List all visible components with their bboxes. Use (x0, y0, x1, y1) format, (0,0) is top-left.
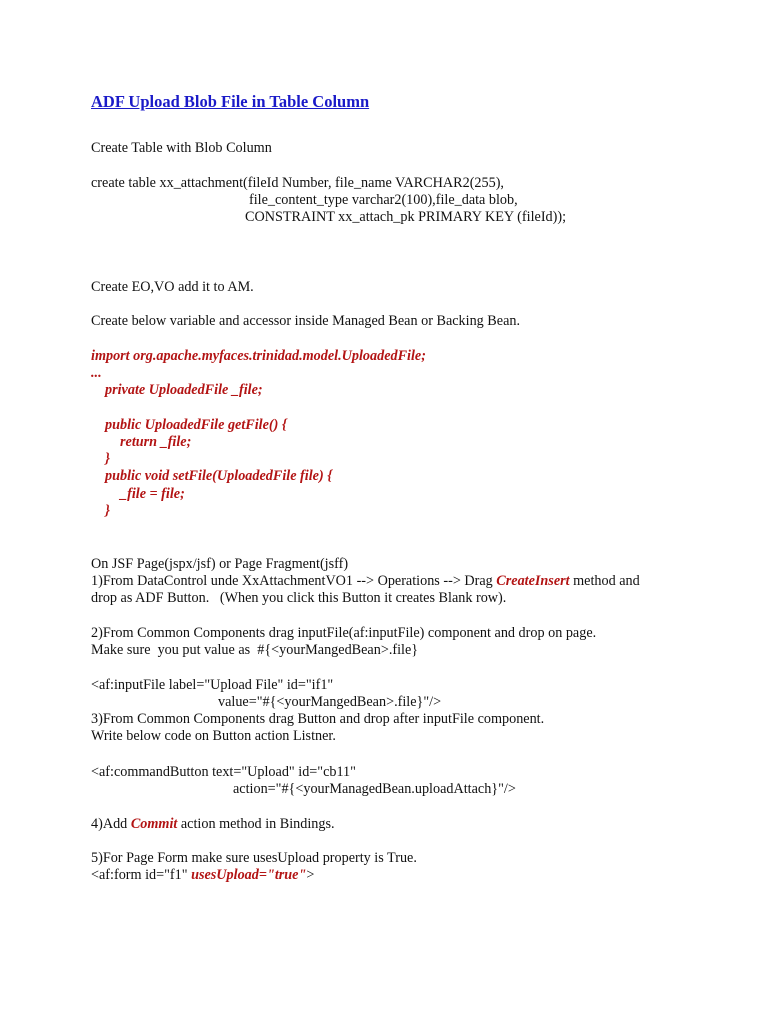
sql-line-2: file_content_type varchar2(100),file_data blob, (249, 192, 518, 208)
step-2-line-2: Make sure you put value as #{<yourMangedBean>.file} (91, 642, 419, 658)
form-post: > (306, 867, 315, 883)
java-ellipsis-line: ... (91, 365, 102, 381)
form-emph: usesUpload="true" (191, 867, 307, 883)
form-pre: <af:form id="f1" (91, 867, 192, 883)
java-assign-line: _file = file; (120, 486, 185, 502)
button-line-2: action="#{<yourManagedBean.uploadAttach}"/> (233, 781, 516, 797)
intro-text: Create Table with Blob Column (91, 140, 272, 156)
button-line-1: <af:commandButton text="Upload" id="cb11" (91, 764, 356, 780)
jsf-intro-text: On JSF Page(jspx/jsf) or Page Fragment(jsff) (91, 556, 349, 572)
step-1-emph: CreateInsert (496, 573, 570, 589)
sql-line-3: CONSTRAINT xx_attach_pk PRIMARY KEY (fileId)); (245, 209, 567, 225)
step-5-line-1: 5)For Page Form make sure usesUpload property is True. (91, 850, 417, 866)
java-import-line: import org.apache.myfaces.trinidad.model.UploadedFile; (91, 348, 426, 364)
step-4-line (91, 816, 335, 833)
step-1-line-1 (91, 573, 640, 590)
step-2-line-1: 2)From Common Components drag inputFile(af:inputFile) component and drop on page. (91, 625, 597, 641)
step-4-emph: Commit (130, 816, 178, 832)
java-getter-close-line: } (105, 451, 110, 467)
step-1-line-2: drop as ADF Button. (When you click this Button it creates Blank row). (91, 590, 507, 606)
java-field-line: private UploadedFile _file; (105, 382, 263, 398)
java-setter-line: public void setFile(UploadedFile file) { (105, 468, 333, 484)
step-1-pre: 1)From DataControl unde XxAttachmentVO1 --> Operations --> Drag (91, 573, 497, 589)
inputfile-line-2: value="#{<yourMangedBean>.file}"/> (218, 694, 442, 710)
form-line (91, 867, 314, 884)
java-setter-close-line: } (105, 503, 110, 519)
step-3-line-1: 3)From Common Components drag Button and drop after inputFile component. (91, 711, 545, 727)
bean-intro-text: Create below variable and accessor inside Managed Bean or Backing Bean. (91, 313, 521, 329)
java-getter-line: public UploadedFile getFile() { (105, 417, 287, 433)
step-1-post: method and (569, 573, 640, 589)
sql-line-1: create table xx_attachment(fileId Number, file_name VARCHAR2(255), (91, 175, 504, 191)
document-title[interactable]: ADF Upload Blob File in Table Column (91, 92, 370, 111)
step-3-line-2: Write below code on Button action Listner. (91, 728, 336, 744)
step-4-pre: 4)Add (91, 816, 131, 832)
java-return-line: return _file; (120, 434, 192, 450)
step-4-post: action method in Bindings. (177, 816, 335, 832)
eo-vo-text: Create EO,VO add it to AM. (91, 279, 254, 295)
inputfile-line-1: <af:inputFile label="Upload File" id="if1" (91, 677, 334, 693)
